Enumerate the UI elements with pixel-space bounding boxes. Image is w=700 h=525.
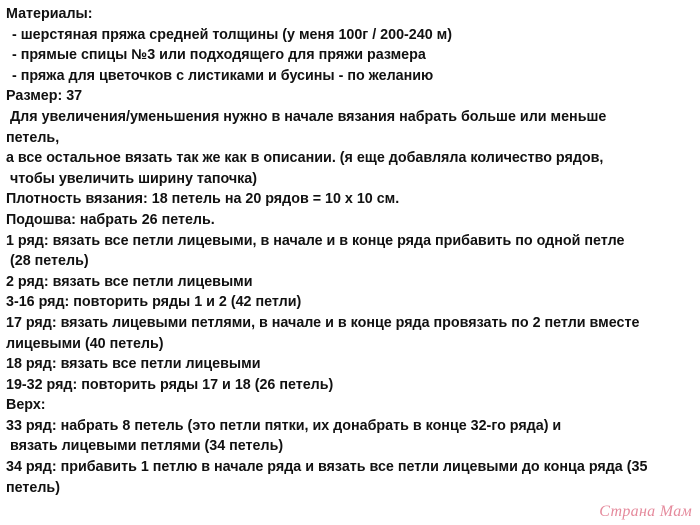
row-instruction: 17 ряд: вязать лицевыми петлями, в начале и в конце ряда провязать по 2 петли вместе bbox=[6, 314, 640, 331]
size-note-line: а все остальное вязать так же как в описании. (я еще добавляла количество рядов, bbox=[6, 150, 604, 167]
size-note-line: петель, bbox=[6, 129, 60, 146]
site-watermark: Страна Мам bbox=[599, 503, 692, 520]
size-note-line: Для увеличения/уменьшения нужно в начале вязания набрать больше или меньше bbox=[10, 108, 607, 125]
size-heading: Размер: 37 bbox=[6, 88, 83, 105]
row-instruction: вязать лицевыми петлями (34 петель) bbox=[10, 438, 284, 455]
sole-heading: Подошва: набрать 26 петель. bbox=[6, 211, 215, 228]
row-instruction: 19-32 ряд: повторить ряды 17 и 18 (26 петель) bbox=[6, 376, 334, 393]
top-heading: Верх: bbox=[6, 397, 46, 414]
materials-heading: Материалы: bbox=[6, 6, 93, 22]
row-instruction: 33 ряд: набрать 8 петель (это петли пятки, их донабрать в конце 32-го ряда) и bbox=[6, 417, 562, 434]
row-instruction: 34 ряд: прибавить 1 петлю в начале ряда и вязать все петли лицевыми до конца ряда (35 bbox=[6, 459, 648, 476]
row-instruction: лицевыми (40 петель) bbox=[6, 335, 164, 352]
gauge-line: Плотность вязания: 18 петель на 20 рядов = 10 х 10 см. bbox=[6, 191, 400, 208]
row-instruction: 2 ряд: вязать все петли лицевыми bbox=[6, 273, 253, 290]
row-instruction: 1 ряд: вязать все петли лицевыми, в начале и в конце ряда прибавить по одной петле bbox=[6, 232, 625, 249]
row-instruction: 3-16 ряд: повторить ряды 1 и 2 (42 петли) bbox=[6, 294, 302, 311]
materials-item-needles: - прямые спицы №3 или подходящего для пряжи размера bbox=[12, 47, 426, 64]
pattern-text bbox=[6, 4, 696, 498]
row-instruction: (28 петель) bbox=[10, 253, 89, 270]
size-note-line: чтобы увеличить ширину тапочка) bbox=[10, 170, 258, 187]
materials-item-yarn: - шерстяная пряжа средней толщины (у меня 100г / 200-240 м) bbox=[12, 26, 452, 43]
materials-item-flowers: - пряжа для цветочков с листиками и бусины - по желанию bbox=[12, 67, 434, 84]
row-instruction: петель) bbox=[6, 479, 60, 496]
row-instruction: 18 ряд: вязать все петли лицевыми bbox=[6, 356, 261, 373]
